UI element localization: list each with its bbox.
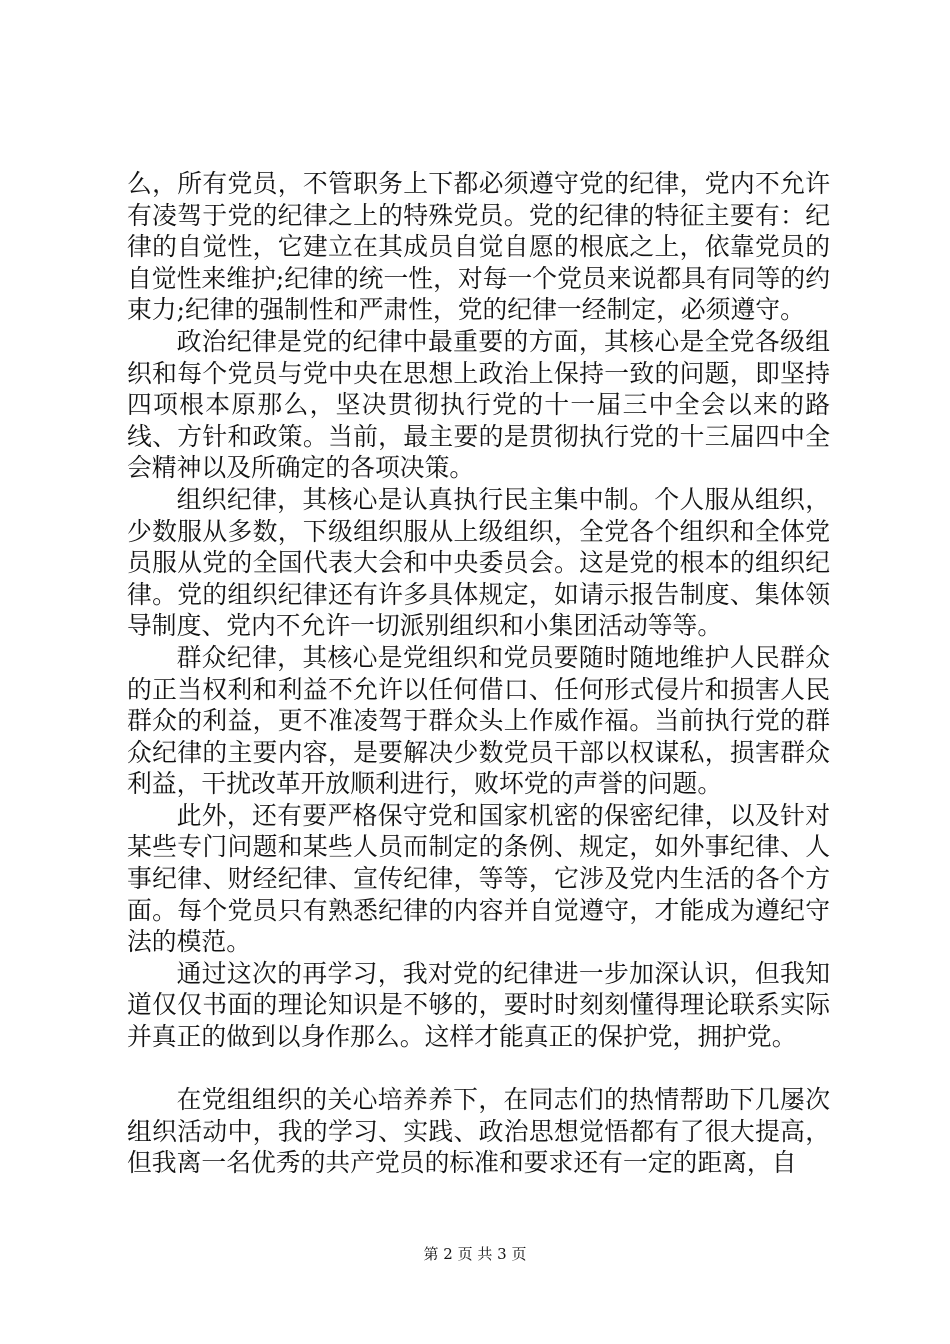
page-number-label: 第 2 页 共 3 页 (423, 1245, 527, 1263)
paragraph-political-discipline: 政治纪律是党的纪律中最重要的方面，其核心是全党各级组织和每个党员与党中央在思想上政治上保持一致的问题，即坚持四项根本原那么，坚决贯彻执行党的十一届三中全会以来的路线、方针和政策。当前，最主要的是贯彻执行党的十三届四中全会精神以及所确定的各项决策。 (127, 326, 830, 483)
page-footer (0, 1244, 950, 1264)
document-body (127, 168, 830, 1179)
paragraph-other-disciplines: 此外，还有要严格保守党和国家机密的保密纪律，以及针对某些专门问题和某些人员而制定的条例、规定，如外事纪律、人事纪律、财经纪律、宣传纪律，等等，它涉及党内生活的各个方面。每个党员只有熟悉纪律的内容并自觉遵守，才能成为遵纪守法的模范。 (127, 800, 830, 957)
paragraph-self-assessment: 在党组组织的关心培养养下，在同志们的热情帮助下几屡次组织活动中，我的学习、实践、政治思想觉悟都有了很大提高，但我离一名优秀的共产党员的标准和要求还有一定的距离，自 (127, 1085, 830, 1178)
paragraph-organizational-discipline: 组织纪律，其核心是认真执行民主集中制。个人服从组织，少数服从多数，下级组织服从上级组织，全党各个组织和全体党员服从党的全国代表大会和中央委员会。这是党的根本的组织纪律。党的组织纪律还有许多具体规定，如请示报告制度、集体领导制度、党内不允许一切派别组织和小集团活动等等。 (127, 484, 830, 641)
paragraph-mass-discipline: 群众纪律，其核心是党组织和党员要随时随地维护人民群众的正当权利和利益不允许以任何借口、任何形式侵片和损害人民群众的利益，更不准凌驾于群众头上作威作福。当前执行党的群众纪律的主要内容，是要解决少数党员干部以权谋私，损害群众利益，干扰改革开放顺利进行，败坏党的声誉的问题。 (127, 642, 830, 799)
paragraph-study-reflection: 通过这次的再学习，我对党的纪律进一步加深认识，但我知道仅仅书面的理论知识是不够的，要时时刻刻懂得理论联系实际并真正的做到以身作那么。这样才能真正的保护党，拥护党。 (127, 958, 830, 1052)
paragraph-party-discipline-features: 么，所有党员，不管职务上下都必须遵守党的纪律，党内不允许有凌驾于党的纪律之上的特殊党员。党的纪律的特征主要有：纪律的自觉性，它建立在其成员自觉自愿的根底之上，依靠党员的自觉性来维护;纪律的统一性，对每一个党员来说都具有同等的约束力;纪律的强制性和严肃性，党的纪律一经制定，必须遵守。 (127, 169, 830, 325)
